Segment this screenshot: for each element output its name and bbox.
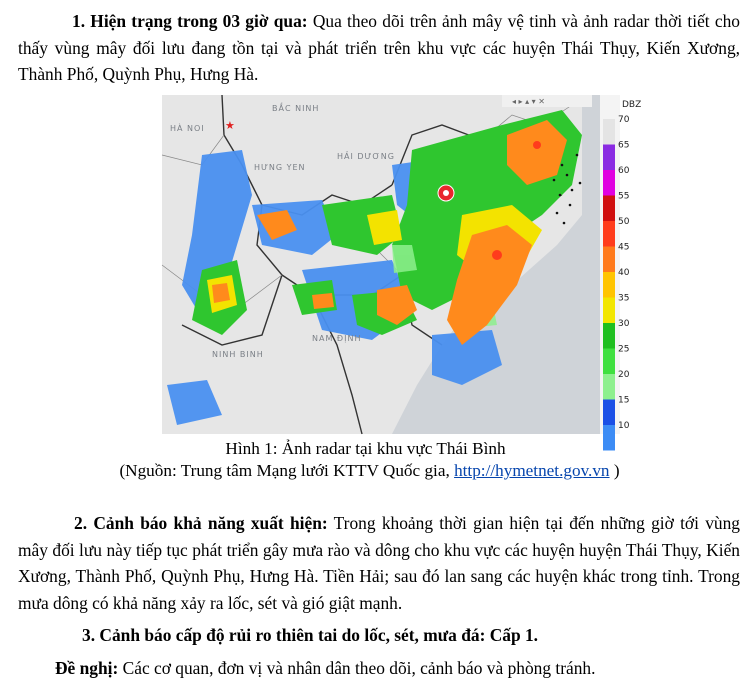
scale-swatch-40: [603, 272, 615, 298]
figure-caption: Hình 1: Ảnh radar tại khu vực Thái Bình: [225, 439, 506, 458]
section-1-text: Qua theo dõi trên ảnh mây vệ tinh và ảnh radar thời tiết cho thấy vùng mây đối lưu đang tồn tại và phát triển trên khu vực các huyện Thái Thụy, Kiến Xương, Thành Phố, Quỳnh Phụ, Hưng Hà.: [18, 11, 740, 84]
section-2-paragraph: [18, 510, 740, 616]
map-label-hung-yen: HƯNG YEN: [254, 163, 306, 172]
section-2-text: Trong khoảng thời gian hiện tại đến những giờ tới vùng mây đối lưu này tiếp tục phát triển gây mưa rào và dông cho khu vực các huyện huyện Thái Thụy, Kiến Xương, Thành Phố, Quỳnh Phụ, Hưng Hà. Tiền Hải; sau đó lan sang các huyện khác trong tỉnh. Trong mưa dông có khả năng xảy ra lốc, sét và gió giật mạnh.: [18, 513, 741, 613]
map-toolbar-icons: ◂ ▸ ▴ ▾ ✕: [512, 97, 545, 106]
section-1-paragraph: [18, 8, 740, 88]
map-label-ha-noi: HÀ NOI: [170, 124, 205, 133]
figure-source: [0, 460, 745, 482]
scale-swatch-25: [603, 349, 615, 375]
map-label-hai-duong: HẢI DƯƠNG: [337, 152, 395, 161]
map-label-bac-ninh: BẮC NINH: [272, 104, 320, 113]
map-label-ninh-binh: NINH BINH: [212, 350, 264, 359]
svg-text:★: ★: [225, 119, 235, 132]
scale-swatch-20: [603, 374, 615, 400]
scale-swatch-15: [603, 400, 615, 426]
scale-swatch-45: [603, 247, 615, 273]
scale-label-15: 15: [618, 395, 630, 406]
scale-swatch-60: [603, 170, 615, 196]
scale-swatch-50: [603, 221, 615, 247]
scale-label-65: 65: [618, 140, 630, 151]
radar-map: [162, 95, 642, 434]
section-4-heading: Đề nghị:: [55, 658, 119, 678]
section-2-heading: 2. Cảnh báo khả năng xuất hiện:: [74, 513, 328, 533]
scale-label-40: 40: [618, 268, 630, 278]
section-4-paragraph: [55, 655, 745, 682]
scale-swatch-70: [603, 119, 615, 145]
scale-title: DBZ: [622, 100, 642, 110]
source-link[interactable]: http://hymetnet.gov.vn: [454, 461, 610, 480]
scale-swatch-30: [603, 323, 615, 349]
scale-label-50: 50: [618, 217, 630, 227]
section-3-heading: 3. Cảnh báo cấp độ rủi ro thiên tai do lốc, sét, mưa đá: Cấp 1.: [82, 625, 539, 645]
scale-swatch-55: [603, 196, 615, 222]
scale-label-55: 55: [618, 191, 630, 202]
scale-label-30: 30: [618, 319, 630, 329]
scale-label-20: 20: [618, 370, 630, 380]
scale-swatch-65: [603, 145, 615, 171]
scale-label-60: 60: [618, 166, 630, 176]
map-label-nam-dinh: NAM ĐỊNH: [312, 334, 362, 343]
scale-label-25: 25: [618, 344, 630, 355]
scale-label-45: 45: [618, 242, 630, 253]
figure-source-suffix: ): [609, 461, 620, 480]
section-4-text: Các cơ quan, đơn vị và nhân dân theo dõi, cảnh báo và phòng tránh.: [118, 658, 596, 678]
scale-label-70: 70: [618, 115, 630, 125]
figure-source-prefix: (Nguồn: Trung tâm Mạng lưới KTTV Quốc gia,: [119, 461, 455, 480]
scale-label-10: 10: [618, 421, 630, 431]
scale-label-35: 35: [618, 293, 630, 304]
section-1-heading: 1. Hiện trạng trong 03 giờ qua:: [72, 11, 308, 31]
radar-image: [162, 95, 642, 434]
section-3-paragraph: [82, 622, 742, 649]
scale-swatch-35: [603, 298, 615, 324]
